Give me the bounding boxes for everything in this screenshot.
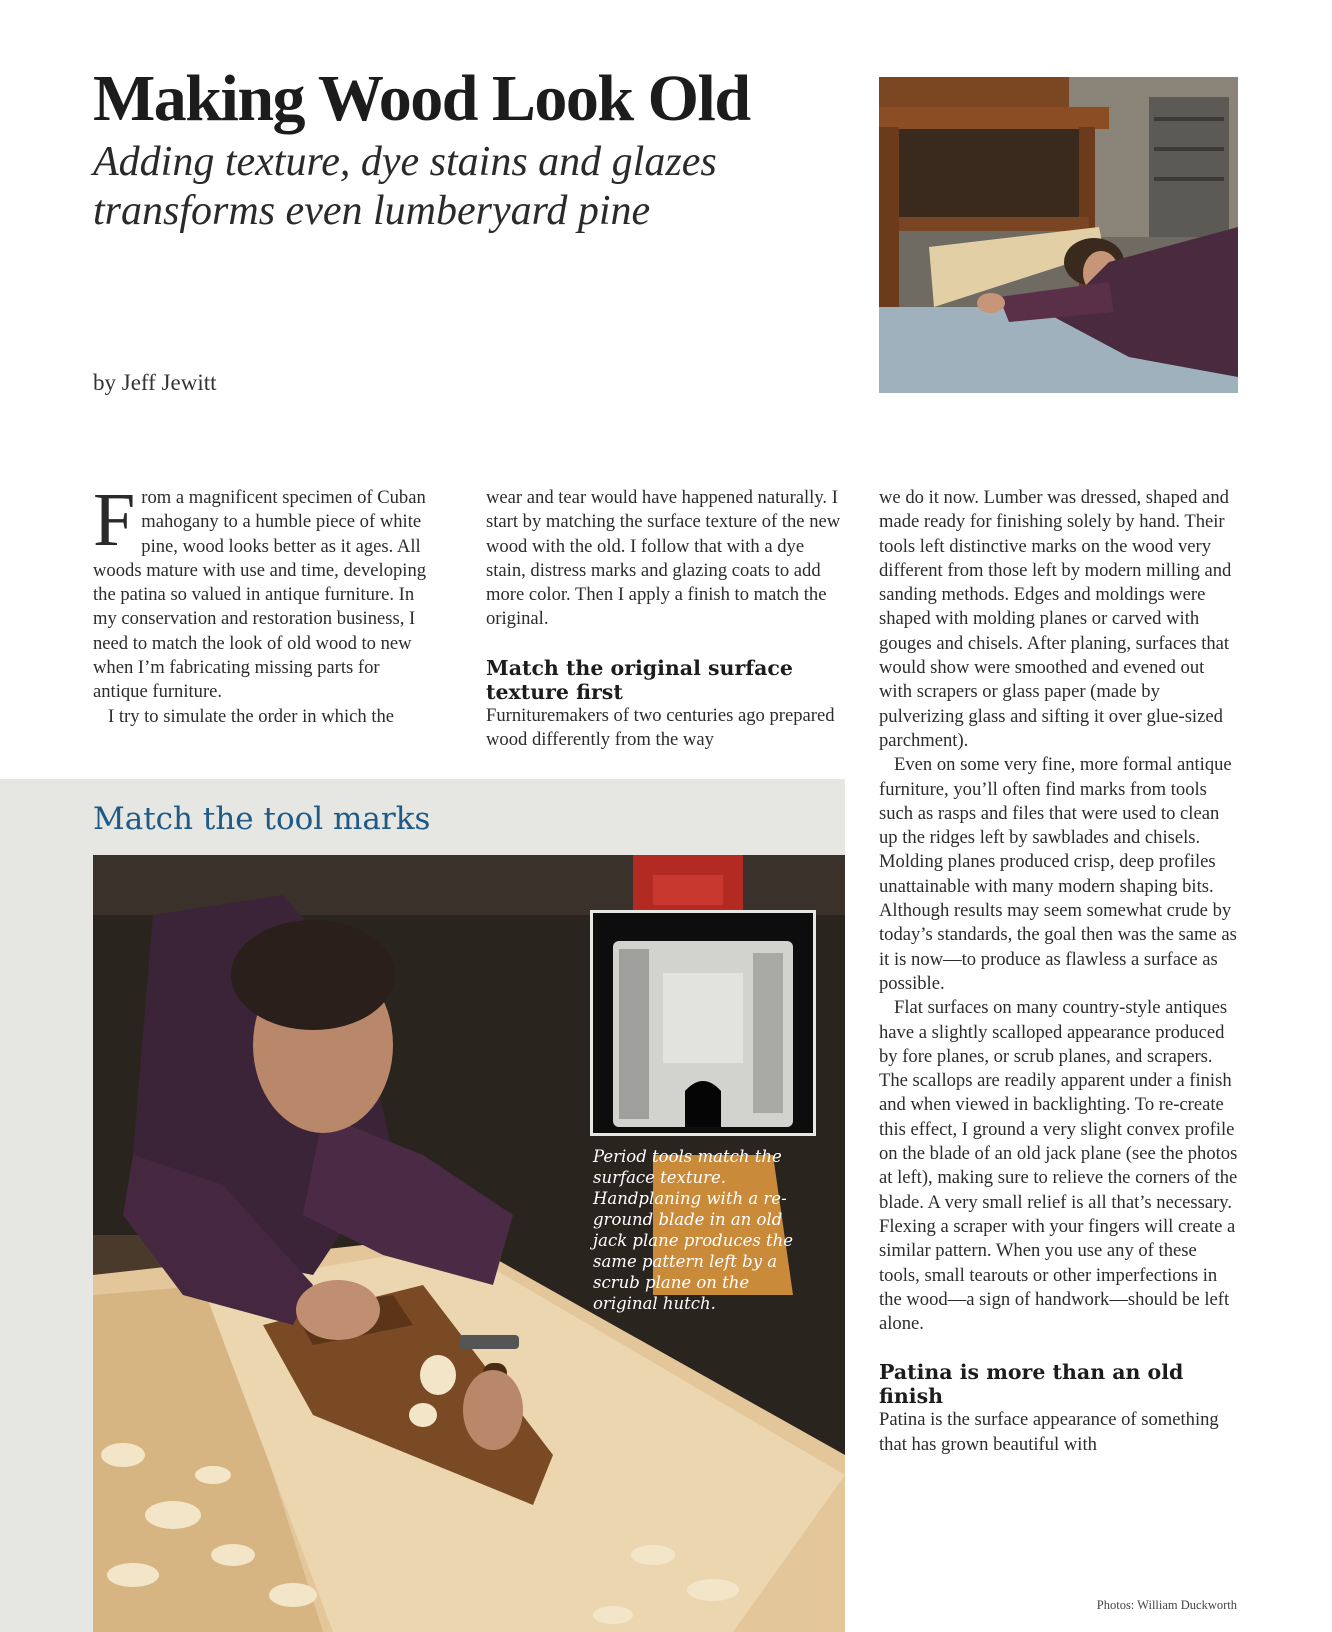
article-subtitle: Adding texture, dye stains and glazes transforms even lumberyard pine (93, 139, 717, 234)
drop-cap: F (93, 478, 136, 562)
hero-photo-hutch (879, 77, 1238, 393)
section-heading-surface-texture: Match the original surface texture first (486, 655, 793, 704)
article-column-1 (93, 478, 438, 729)
paragraph-4: Even on some very fine, more formal antique furniture, you’ll often find marks from tools such as rasps and files that were used to clean up the ridges left by sawblades and chisels. Molding planes produced crisp, deep profiles unattainable with many modern shaping bits. Although results may seem somewhat crude by today’s standards, the goal then was the same as it is now—to produce as flawless a surface as possible. (879, 754, 1237, 994)
inset-photo-plane-blade (590, 910, 816, 1136)
paragraph-2-cont: wear and tear would have happened naturally. I start by matching the surface texture of the new wood with the old. I follow that with a dye stain, distress marks and glazing coats to add more color. Then I apply a finish to match the original. (486, 487, 841, 630)
paragraph-6: Patina is the surface appearance of something that has grown beautiful with (879, 1409, 1219, 1455)
article-column-3 (879, 486, 1239, 1457)
paragraph-3-start: Furnituremakers of two centuries ago prepared wood differently from the way (486, 704, 835, 751)
sidebar-caption: Period tools match the surface texture. Handplaning with a re-ground blade in an old jack plane produces the same pattern left by a scrub plane on the original hutch. (593, 1147, 794, 1313)
intro-text: rom a magnificent specimen of Cuban mahogany to a humble piece of white pine, wood looks better as it ages. All woods mature with use and time, developing the patina so valued in antique furniture. In my conservation and restoration business, I need to match the look of old wood to new when I’m fabricating missing parts for antique furniture. (93, 487, 427, 703)
section-heading-patina: Patina is more than an old finish (879, 1360, 1184, 1409)
paragraph-5: Flat surfaces on many country-style antiques have a slightly scalloped appearance produced by fore planes, or scrub planes, and scrapers. The scallops are readily apparent under a finish and when viewed in backlighting. To re-create this effect, I ground a very slight convex profile on the blade of an old jack plane (see the photos at left), making sure to relieve the corners of the blade. A very small relief is all that’s necessary. Flexing a scraper with your fingers will create a similar pattern. When you use any of these tools, small tearouts or other imperfections in the wood—a sign of handwork—should be left alone. (879, 997, 1238, 1335)
article-column-2 (486, 486, 846, 752)
article-title: Making Wood Look Old (93, 62, 750, 135)
photo-credit: Photos: William Duckworth (1096, 1598, 1237, 1612)
paragraph-3-cont: we do it now. Lumber was dressed, shaped and made ready for finishing solely by hand. Their tools left distinctive marks on the wood very different from those left by modern milling and sanding methods. Edges and moldings were shaped with molding planes or carved with gouges and chisels. After planing, surfaces that would show were smoothed and evened out with scrapers or glass paper (made by pulverizing glass and sifting it over glue-sized parchment). (879, 487, 1232, 751)
intro-paragraph (93, 478, 438, 705)
sidebar-title: Match the tool marks (93, 801, 431, 837)
paragraph-2-start: I try to simulate the order in which the (108, 705, 395, 727)
byline: by Jeff Jewitt (93, 370, 217, 395)
